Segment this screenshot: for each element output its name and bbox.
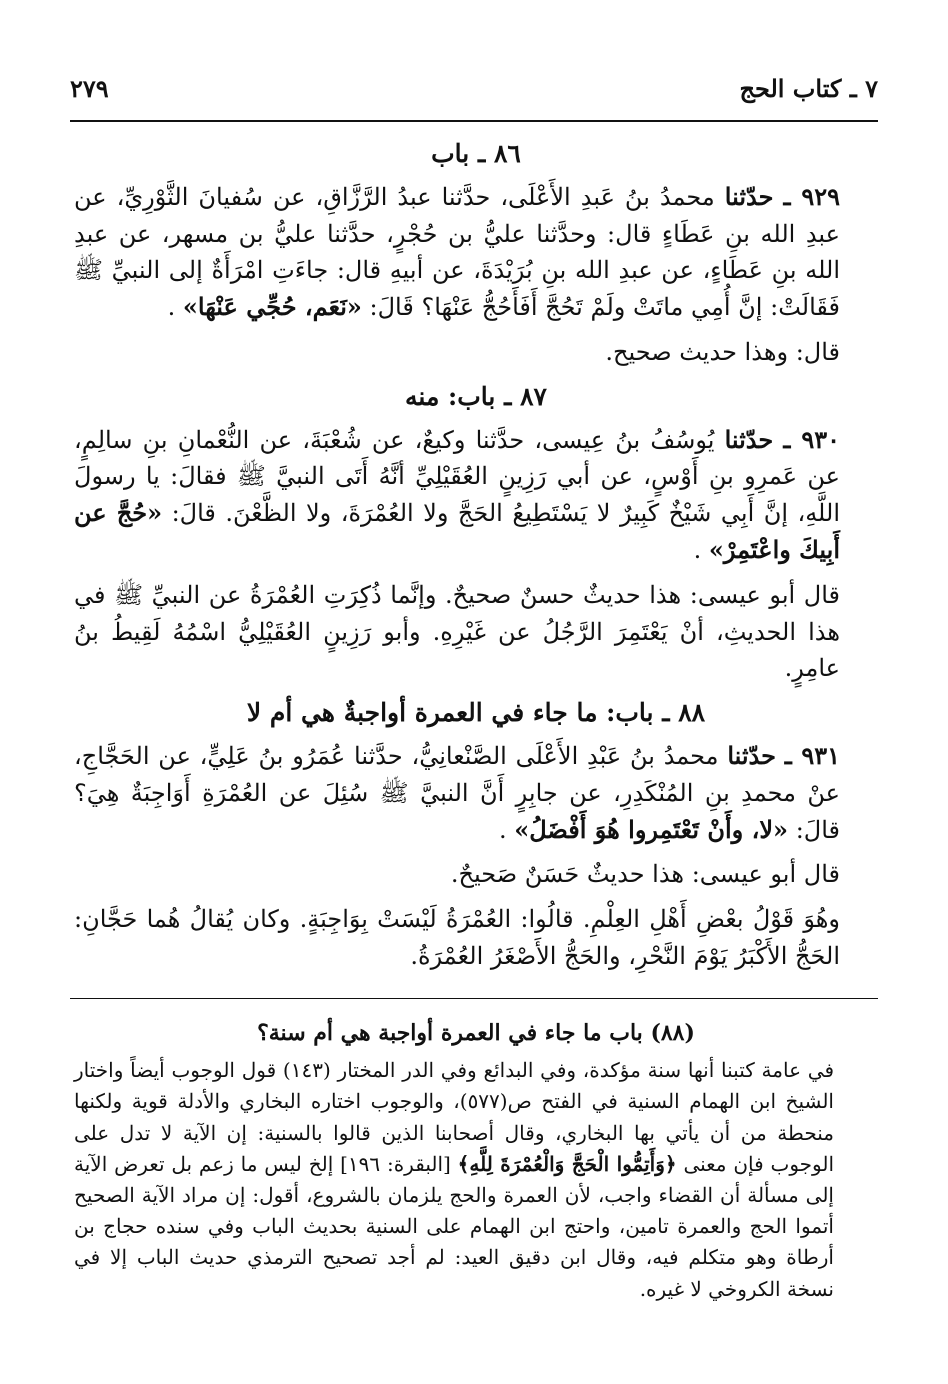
- page-number: ٢٧٩: [70, 73, 109, 103]
- main-text: [74, 136, 878, 983]
- haddathana: حدّثنا: [727, 740, 776, 770]
- page-header: [70, 66, 878, 110]
- header-divider: [70, 120, 878, 122]
- hadith-number: ٩٢٩ ـ: [783, 181, 840, 211]
- hadith-text: محمدُ بنُ عَبْدِ الأَعْلَى الصَّنْعانِيُّ، حدَّثنا عُمَرُو بنُ عَلِيٍّ، عن الحَجَّاجِ، عنْ محمدِ بنِ المُنْكَدِرِ، عن جابِرٍ أَنَّ النبيَّ ﷺ سُئِلَ عن العُمْرَةِ أَوَاجِبَةٌ هِيَ؟ قالَ:: [74, 741, 840, 844]
- hadith-end: .: [498, 815, 507, 844]
- hadith-931-comment-2: وهُوَ قَوْلُ بعْضِ أَهْلِ العِلْمِ. قالُوا: العُمْرَةُ لَيْسَتْ بِوَاجِبَةٍ. وكان يُقالُ هُما حَجَّانِ: الحَجُّ الأَكْبَرُ يَوْمَ النَّحْرِ، والحَجُّ الأَصْغَرُ العُمْرَةُ.: [74, 905, 840, 970]
- hadith-text: محمدُ بنُ عَبدِ الأَعْلَى، حدَّثنا عبدُ الرَّزَّاقِ، عن سُفيانَ الثَّوْرِيِّ، عن عبدِ الله بنِ عَطَاءٍ قال: وحدَّثنا عليُّ بن حُجْرٍ، حدَّثنا عليُّ بن مسهر، عن عبدِ الله بنِ عَطَاءٍ، عن عبدِ الله بنِ بُرَيْدَةَ، عن أبيهِ قال: جاءَتِ امْرَأَةٌ إلى النبيِّ ﷺ فَقَالَتْ: إنَّ أُمِي ماتَتْ ولَمْ تَحُجَّ أَفَأَحُجُّ عَنْهَا؟ قَالَ:: [74, 182, 840, 322]
- hadith-number: ٩٣٠ ـ: [783, 424, 840, 454]
- hadith-930-comment: قال أبو عيسى: هذا حديثٌ حسنٌ صحيحٌ. وإنَّما ذُكِرَتِ العُمْرَةُ عن النبيِّ ﷺ في هذا الحديثِ، أنْ يَعْتَمِرَ الرَّجُلُ عن غَيْرِهِ. وأبو رَزِينٍ العُقَيْلِيُّ اسْمُهُ لَقِيطُ بنُ عامِرٍ.: [74, 580, 840, 683]
- notes-paragraph: [74, 1055, 878, 1305]
- hadith-931-comment-1: قال أبو عيسى: هذا حديثٌ حَسَنٌ صَحيحٌ.: [450, 860, 840, 889]
- footnote-divider: [70, 998, 878, 999]
- commentary-notes: [74, 1018, 878, 1305]
- quran-verse: ﴿وَأَتِمُّوا الْحَجَّ وَالْعُمْرَةَ لِلَّهِ﴾: [457, 1151, 677, 1176]
- hadith-text: يُوسُفُ بنُ عِيسى، حدَّثنا وكيعٌ، عن شُعْبَةَ، عن النُّعْمانِ بنِ سالِمٍ، عن عَمرِو بنِ أَوْسٍ، عن أبي رَزِينٍ العُقَيْلِيِّ أنَّهُ أَتَى النبيَّ ﷺ فقالَ: يا رسولَ اللَّهِ، إنَّ أَبِي شَيْخٌ كَبِيرٌ لا يَسْتَطِيعُ الحَجَّ ولا العُمْرَةَ، ولا الظَّعْنَ. قالَ:: [74, 425, 840, 528]
- notes-heading: (٨٨) باب ما جاء في العمرة أواجبة هي أم سنة؟: [257, 1020, 695, 1046]
- hadith-930: [74, 422, 878, 569]
- notes-text-1: في عامة كتبنا أنها سنة مؤكدة، وفي البدائع وفي الدر المختار (١٤٣) قول الوجوب أيضاً واختار الشيخ ابن الهمام السنية في الفتح ص(٥٧٧)، والوجوب اختاره البخاري والأدلة قوية ولكنها منحطة من أن يأتي بها البخاري، وقال أصحابنا الذين قالوا بالسنية: إن الآية لا تدل على الوجوب فإن معنى: [74, 1058, 835, 1176]
- prophet-answer: «نَعَم، حُجِّي عَنْهَا»: [182, 292, 362, 322]
- hadith-931: [74, 738, 878, 848]
- chapter-heading-88: ٨٨ ـ باب: ما جاء في العمرة أواجبةٌ هي أم لا: [246, 698, 706, 728]
- chapter-title: ٧ ـ كتاب الحج: [739, 73, 878, 103]
- hadith-929-comment: قال: وهذا حديث صحيح.: [605, 337, 840, 366]
- chapter-heading-86: ٨٦ ـ باب: [431, 139, 521, 168]
- haddathana: حدّثنا: [724, 424, 774, 454]
- hadith-929: [74, 179, 878, 326]
- notes-text-2: [البقرة: ١٩٦] إلخ ليس ما زعم بل تعرض الآية إلى مسألة أن القضاء واجب، لأن العمرة والحج يلزمان بالشروع، أقول: إن مراد الآية الصحيح أتموا الحج والعمرة تامين، واحتج ابن الهمام على السنية بحديث الباب وفي سنده حجاج بن أرطاة وهو متكلم فيه، وقال ابن دقيق العيد: لم أجد تصحيح الترمذي حديث الباب إلا في نسخة الكروخي لا غيره.: [74, 1151, 834, 1301]
- chapter-heading-87: ٨٧ ـ باب: منه: [405, 381, 547, 411]
- prophet-answer: «حُجَّ عن أَبِيكَ واعْتَمِرْ»: [74, 498, 840, 564]
- haddathana: حدّثنا: [724, 181, 774, 211]
- hadith-end: .: [693, 535, 702, 564]
- hadith-end: .: [167, 293, 176, 322]
- prophet-answer: «لا، وأَنْ تَعْتَمِروا هُوَ أَفْضَلُ»: [514, 814, 789, 844]
- hadith-number: ٩٣١ ـ: [784, 740, 840, 770]
